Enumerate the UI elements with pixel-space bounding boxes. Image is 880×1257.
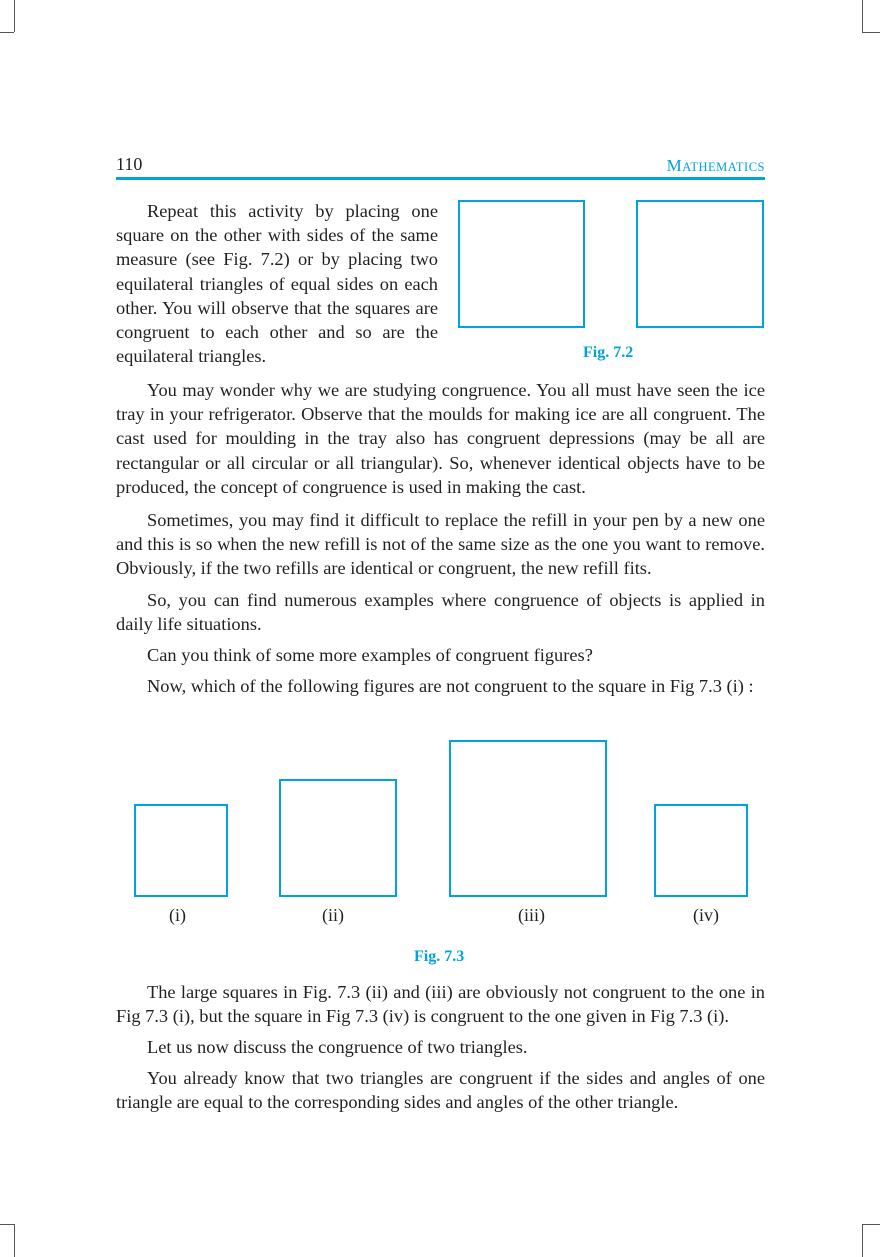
fig73-caption: Fig. 7.3 bbox=[414, 948, 465, 965]
running-title-rest: ATHEMATICS bbox=[682, 160, 765, 174]
fig73-label-i: (i) bbox=[169, 905, 186, 925]
paragraph-4: So, you can find numerous examples where congruence of objects is applied in daily life situations. bbox=[116, 590, 765, 635]
paragraph-2: You may wonder why we are studying congruence. You all must have seen the ice tray in your refrigerator. Observe that the moulds for making ice are all congruent. The cast used for moulding in the tray also has congruent depressions (may be all are rectangular or all circular or all triangular). So, whenever identical objects have to be produced, the concept of congruence is used in making the cast. bbox=[116, 380, 765, 497]
fig72-square-right bbox=[636, 200, 764, 328]
crop-mark-bottom-left-v bbox=[14, 1224, 15, 1257]
fig72-caption: Fig. 7.2 bbox=[583, 344, 634, 361]
header-rule bbox=[116, 177, 765, 180]
paragraph-1: Repeat this activity by placing one square on the other with sides of the same measure (see Fig. 7.2) or by placing two equilateral triangles of equal sides on each other. You will observe that the squares are congruent to each other and so are the equilateral triangles. bbox=[116, 201, 438, 367]
crop-mark-top-left-v bbox=[14, 0, 15, 32]
fig73-square-ii bbox=[279, 779, 397, 897]
fig73-square-i bbox=[134, 804, 228, 897]
paragraph-7: The large squares in Fig. 7.3 (ii) and (iii) are obviously not congruent to the one in Fig 7.3 (i), but the square in Fig 7.3 (iv) is congruent to the one given in Fig 7.3 (i). bbox=[116, 982, 765, 1027]
paragraph-6: Now, which of the following figures are not congruent to the square in Fig 7.3 (i) : bbox=[147, 676, 754, 696]
fig73-label-ii: (ii) bbox=[322, 905, 344, 925]
fig73-square-iii bbox=[449, 740, 607, 897]
running-title-initial: M bbox=[666, 156, 683, 175]
fig73-square-iv bbox=[654, 804, 748, 897]
fig73-label-iii: (iii) bbox=[518, 905, 545, 925]
paragraph-8: Let us now discuss the congruence of two triangles. bbox=[147, 1037, 528, 1057]
fig73-label-iv: (iv) bbox=[693, 905, 719, 925]
paragraph-9: You already know that two triangles are congruent if the sides and angles of one triangle are equal to the corresponding sides and angles of the other triangle. bbox=[116, 1068, 765, 1113]
fig72-square-left bbox=[458, 200, 585, 328]
crop-mark-top-right-v bbox=[862, 0, 863, 32]
crop-mark-top-left-h bbox=[0, 32, 14, 33]
crop-mark-top-right-h bbox=[862, 32, 880, 33]
paragraph-3: Sometimes, you may find it difficult to replace the refill in your pen by a new one and this is so when the new refill is not of the same size as the one you want to remove. Obviously, if the two refills are identical or congruent, the new refill fits. bbox=[116, 510, 765, 579]
running-title bbox=[667, 156, 765, 176]
crop-mark-bottom-left-h bbox=[0, 1224, 14, 1225]
paragraph-5: Can you think of some more examples of congruent figures? bbox=[147, 645, 593, 665]
crop-mark-bottom-right-h bbox=[862, 1224, 880, 1225]
page-number: 110 bbox=[116, 154, 143, 174]
crop-mark-bottom-right-v bbox=[862, 1224, 863, 1257]
